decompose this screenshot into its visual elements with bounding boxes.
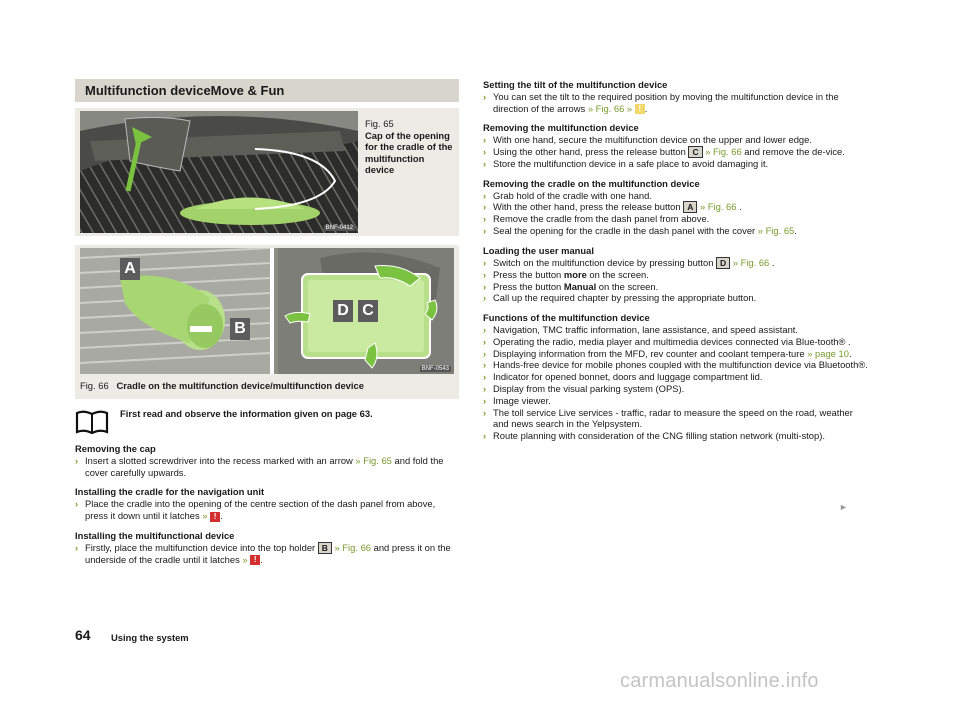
figure-65-image [80, 111, 358, 233]
list-item: › Press the button more on the screen. [483, 268, 649, 280]
list-item: › Hands-free device for mobile phones coupled with the multifunction device via Bluetooth®. [483, 359, 868, 371]
list-item: › The toll service Live services - traffic, radar to measure the speed on the road, weather and news search in the Yelpsystem. [483, 406, 853, 430]
chevron-right-icon: › [483, 213, 487, 225]
list-item: › With one hand, secure the multifunction device on the upper and lower edge. [483, 134, 812, 146]
figure-link[interactable]: » Fig. 66 [732, 256, 770, 268]
figure-66 [75, 245, 459, 399]
list-item: › Operating the radio, media player and multimedia devices connected via Blue-tooth® . [483, 335, 851, 347]
chevron-right-icon: › [483, 394, 487, 406]
list-item: › Firstly, place the multifunction device into the top holder B » Fig. 66 and press it on the underside of the cradle until it latches » ! . [75, 541, 451, 565]
chevron-right-icon: › [483, 323, 487, 335]
figure-65 [75, 108, 459, 236]
chevron-right-icon: › [483, 134, 487, 146]
list-item: › Using the other hand, press the release button C » Fig. 66 and remove the de-vice. [483, 145, 845, 157]
label-d: D [333, 300, 353, 322]
cradle-cover-illustration [80, 111, 358, 233]
chevron-right-icon: › [483, 280, 487, 292]
section-header: Multifunction deviceMove & Fun [75, 79, 459, 102]
label-c: C [358, 300, 378, 322]
figure-link[interactable]: » Fig. 66 [334, 541, 371, 553]
heading-tilt: Setting the tilt of the multifunction device [483, 79, 668, 90]
chevron-right-icon: › [75, 541, 79, 553]
figure-66-caption [80, 380, 364, 391]
list-item: › With the other hand, press the release button A » Fig. 66 . [483, 201, 742, 213]
right-column [483, 79, 868, 442]
chevron-right-icon: › [483, 90, 487, 102]
list-item: › Seal the opening for the cradle in the dash panel with the cover » Fig. 65. [483, 225, 797, 237]
button-ref-c: C [688, 146, 702, 158]
figure-65-caption [365, 118, 455, 176]
heading-installing-device: Installing the multifunctional device [75, 529, 235, 541]
figure-65-caption-text: Cap of the opening for the cradle of the multifunction device [365, 129, 453, 175]
figure-66-image [80, 248, 454, 374]
figure-66-caption-text: Cradle on the multifunction device/multifunction device [116, 380, 364, 391]
figure-link[interactable]: » Fig. 66 [587, 102, 625, 114]
page-link[interactable]: » page 10 [807, 347, 849, 359]
heading-user-manual: Loading the user manual [483, 244, 594, 256]
continue-arrow-icon: ► [839, 502, 848, 512]
watermark: carmanualsonline.info [620, 670, 819, 692]
chevron-right-icon: › [483, 225, 487, 237]
chevron-right-icon: › [483, 157, 487, 169]
list-item: › Switch on the multifunction device by pressing button D » Fig. 66 . [483, 256, 775, 268]
figure-65-code: BNF-0412 [325, 225, 353, 231]
chevron-right-icon: › [483, 335, 487, 347]
figure-66-code: BNF-0543 [421, 366, 449, 372]
heading-remove-cradle: Removing the cradle on the multifunction device [483, 177, 700, 189]
figure-65-number: Fig. 65 [365, 118, 394, 129]
list-item: › Indicator for opened bonnet, doors and luggage compartment lid. [483, 371, 763, 383]
info-note-text: First read and observe the information given on page 63. [120, 408, 373, 419]
chevron-right-icon: › [483, 347, 487, 359]
list-item: › Call up the required chapter by pressing the appropriate button. [483, 292, 757, 304]
warning-icon: ! [210, 512, 220, 522]
figure-link[interactable]: » Fig. 66 [699, 201, 737, 213]
button-ref-d: D [716, 257, 730, 269]
figure-link[interactable]: » Fig. 66 [705, 145, 742, 157]
chevron-right-icon: › [483, 268, 487, 280]
list-item: › Grab hold of the cradle with one hand. [483, 189, 652, 201]
list-item: › Store the multifunction device in a safe place to avoid damaging it. [483, 157, 769, 169]
chevron-right-icon: › [75, 454, 79, 466]
list-item: › Insert a slotted screwdriver into the recess marked with an arrow » Fig. 65 and fold the cover carefully upwards. [75, 454, 444, 478]
list-item: › You can set the tilt to the required position by moving the multifunction device in the direction of the arrows » Fig. 66 » ! . [483, 90, 839, 114]
button-ref-a: A [683, 201, 697, 213]
chevron-right-icon: › [483, 201, 487, 213]
warning-link[interactable]: » [242, 553, 248, 565]
list-item: › Display from the visual parking system (OPS). [483, 382, 685, 394]
heading-remove-device: Removing the multifunction device [483, 122, 639, 134]
figure-66-number: Fig. 66 [80, 380, 109, 391]
chevron-right-icon: › [483, 430, 487, 442]
open-book-icon [75, 409, 109, 435]
heading-installing-cradle: Installing the cradle for the navigation unit [75, 486, 265, 498]
chevron-right-icon: › [483, 292, 487, 304]
page-number: 64 [75, 627, 91, 643]
chevron-right-icon: › [483, 359, 487, 371]
list-item: › Remove the cradle from the dash panel from above. [483, 213, 710, 225]
heading-removing-cap: Removing the cap [75, 443, 156, 454]
info-note [75, 407, 459, 439]
button-ref-b: B [318, 542, 332, 554]
chevron-right-icon: › [483, 189, 487, 201]
caution-icon: ! [635, 104, 645, 114]
page-section: Using the system [111, 632, 189, 643]
left-column [75, 443, 459, 565]
list-item: › Navigation, TMC traffic information, lane assistance, and speed assistant. [483, 323, 799, 335]
figure-link[interactable]: » Fig. 65 [757, 225, 795, 237]
list-item: › Displaying information from the MFD, rev counter and coolant tempera-ture » page 10. [483, 347, 852, 359]
list-item: › Place the cradle into the opening of the centre section of the dash panel from above, press it down until it latches » ! . [75, 498, 436, 521]
list-item: › Image viewer. [483, 394, 551, 406]
chevron-right-icon: › [483, 256, 487, 268]
list-item: › Route planning with consideration of the CNG filling station network (multi-stop). [483, 430, 825, 442]
warning-link[interactable]: » [202, 509, 208, 521]
label-b: B [230, 318, 250, 340]
label-a: A [120, 258, 140, 280]
figure-link[interactable]: » Fig. 65 [355, 454, 392, 466]
heading-functions: Functions of the multifunction device [483, 312, 650, 324]
chevron-right-icon: › [483, 382, 487, 394]
chevron-right-icon: › [75, 498, 79, 510]
warning-link[interactable]: » [624, 102, 633, 114]
warning-icon: ! [250, 555, 260, 565]
list-item: › Press the button Manual on the screen. [483, 280, 659, 292]
chevron-right-icon: › [483, 145, 487, 157]
chevron-right-icon: › [483, 371, 487, 383]
chevron-right-icon: › [483, 406, 487, 418]
